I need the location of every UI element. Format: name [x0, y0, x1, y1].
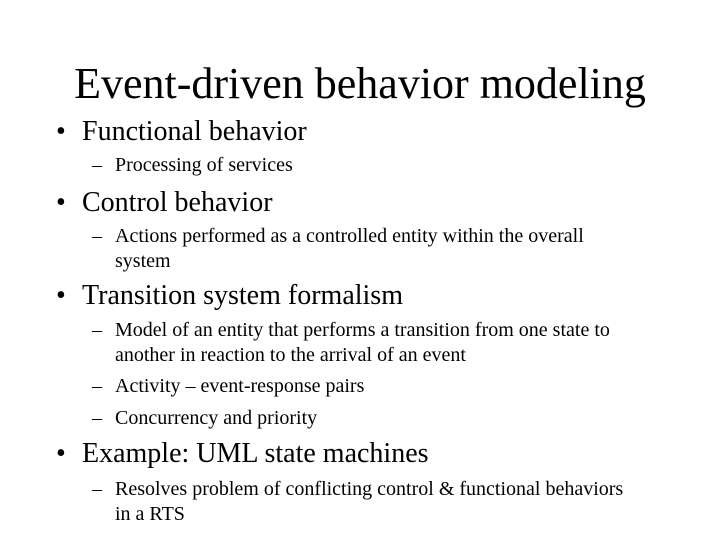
sub-text: Concurrency and priority: [115, 407, 318, 429]
sub-dash: –: [92, 407, 102, 429]
sub-text: Activity – event-response pairs: [115, 375, 365, 397]
bullet-text: Transition system formalism: [82, 280, 403, 311]
bullet-transition-system: [56, 279, 403, 313]
bullet-dot: •: [56, 187, 66, 218]
sub-dash: –: [92, 154, 102, 176]
sub-bullet-concurrency: [92, 406, 692, 431]
sub-bullet-actions-performed: [92, 224, 612, 274]
sub-text: Resolves problem of conflicting control & functional behaviors in a RTS: [115, 478, 624, 525]
sub-dash: –: [92, 478, 102, 500]
bullet-uml-example: [56, 437, 429, 471]
slide-title: Event-driven behavior modeling: [74, 59, 646, 108]
bullet-dot: •: [56, 116, 66, 147]
sub-bullet-activity: [92, 374, 692, 399]
bullet-text: Example: UML state machines: [82, 438, 429, 469]
sub-dash: –: [92, 375, 102, 397]
bullet-text: Control behavior: [82, 187, 273, 218]
bullet-dot: •: [56, 438, 66, 469]
sub-dash: –: [92, 225, 102, 247]
sub-dash: –: [92, 319, 102, 341]
sub-text: Model of an entity that performs a transition from one state to another in reaction to the arrival of an event: [115, 319, 610, 366]
bullet-dot: •: [56, 280, 66, 311]
sub-bullet-processing-services: [92, 153, 692, 178]
bullet-text: Functional behavior: [82, 116, 307, 147]
bullet-control-behavior: [56, 186, 273, 220]
sub-text: Actions performed as a controlled entity within the overall system: [115, 225, 584, 272]
sub-bullet-model-of-entity: [92, 318, 652, 368]
sub-bullet-resolves-problem: [92, 477, 637, 527]
sub-text: Processing of services: [115, 154, 293, 176]
bullet-functional-behavior: [56, 115, 307, 149]
